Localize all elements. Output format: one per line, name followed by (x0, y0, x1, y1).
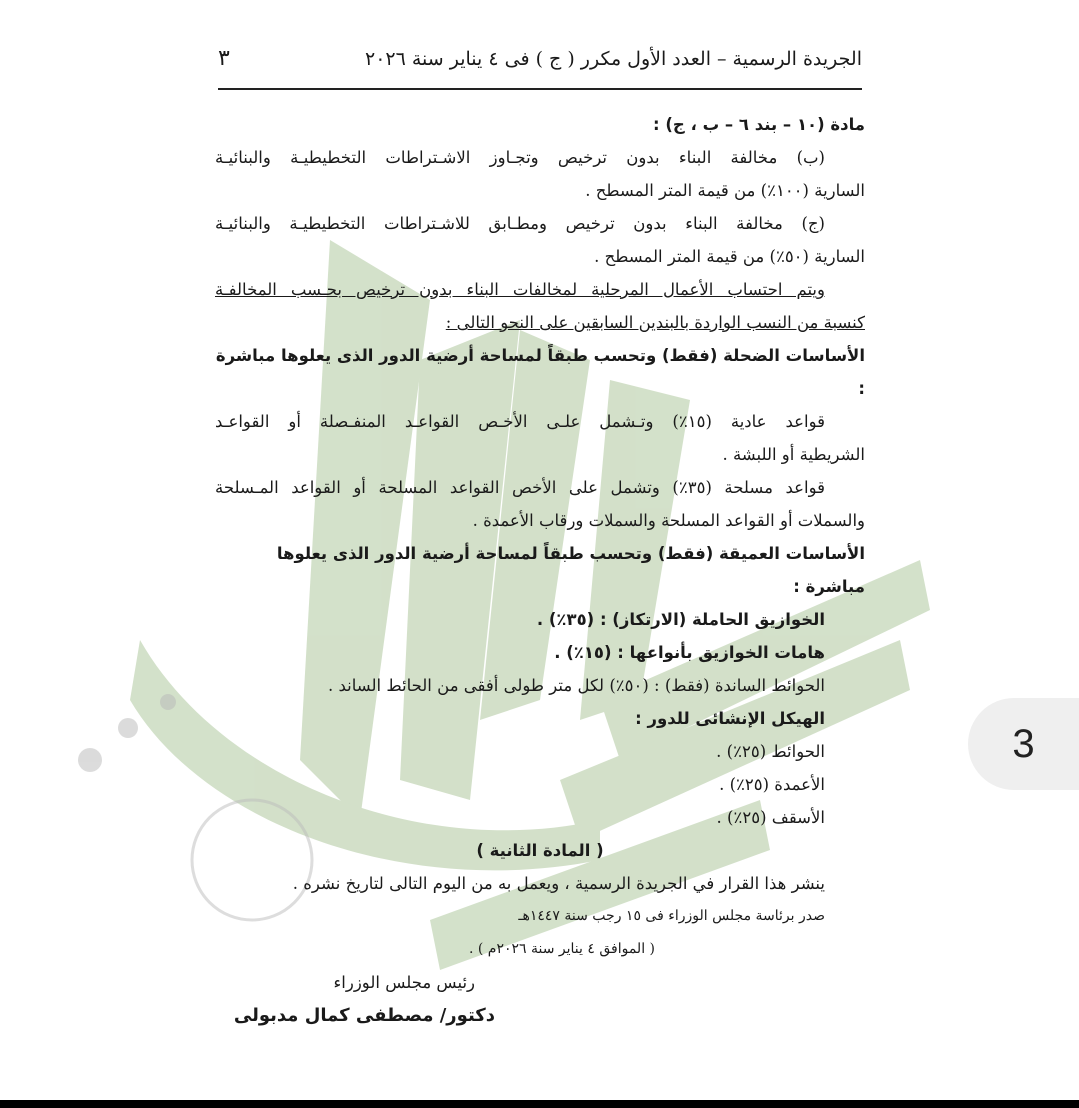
issued-line: صدر برئاسة مجلس الوزراء فى ١٥ رجب سنة ١٤٤٧هـ (518, 908, 825, 924)
article-two-heading: ( المادة الثانية ) (476, 841, 604, 860)
para-b-line1: (ب) مخالفة البناء بدون ترخيص وتجـاوز الاشـتراطات التخطيطيـة والبنائيـة (215, 148, 825, 167)
reinforced-footings-line2: والسملات أو القواعد المسلحة والسملات ورقاب الأعمدة . (472, 511, 865, 530)
shallow-foundations-heading: الأساسات الضحلة (فقط) وتحسب طبقاً لمساحة أرضية الدور الذى يعلوها مباشرة : (215, 346, 865, 398)
ordinary-footings-line1: قواعد عادية (١٥٪) وتـشمل علـى الأخـص القواعـد المنفـصلة أو القواعـد (215, 412, 826, 431)
structure-heading: الهيكل الإنشائى للدور : (635, 709, 825, 728)
underlined-line1: ويتم احتساب الأعمال المرحلية لمخالفات البناء بدون ترخيص بحـسب المخالفـة (215, 280, 825, 299)
ceilings-item: الأسقف (٢٥٪) . (716, 808, 825, 827)
page-number-badge: 3 (968, 698, 1079, 790)
publish-text: ينشر هذا القرار في الجريدة الرسمية ، ويعمل به من اليوم التالى لتاريخ نشره . (292, 874, 825, 893)
underlined-line2: كنسبة من النسب الواردة بالبندين السابقين على النحو التالى : (445, 313, 865, 332)
article-heading: مادة (١٠ – بند ٦ – ب ، ج) : (653, 115, 865, 134)
reinforced-footings-line1: قواعد مسلحة (٣٥٪) وتشمل على الأخص القواعد المسلحة أو القواعد المـسلحة (215, 478, 825, 497)
bottom-bar (0, 1100, 1079, 1108)
signature-title: رئيس مجلس الوزراء (333, 973, 475, 992)
gazette-title: الجريدة الرسمية – العدد الأول مكرر ( ج ) فى ٤ يناير سنة ٢٠٢٦ (365, 48, 862, 70)
document-body (215, 108, 865, 1032)
pile-caps: هامات الخوازيق بأنواعها : (١٥٪) . (554, 643, 825, 662)
walls-item: الحوائط (٢٥٪) . (716, 742, 825, 761)
ordinary-footings-line2: الشريطية أو اللبشة . (722, 445, 865, 464)
columns-item: الأعمدة (٢٥٪) . (719, 775, 825, 794)
bearing-piles: الخوازيق الحاملة (الارتكاز) : (٣٥٪) . (536, 610, 825, 629)
para-c-line1: (ج) مخالفة البناء بدون ترخيص ومطـابق للاشـتراطات التخطيطيـة والبنائيـة (215, 214, 825, 233)
header-rule (218, 88, 862, 90)
retaining-walls: الحوائط الساندة (فقط) : (٥٠٪) لكل متر طولى أفقى من الحائط الساند . (328, 676, 825, 695)
para-b-line2: السارية (١٠٠٪) من قيمة المتر المسطح . (585, 181, 865, 200)
page-header (218, 44, 862, 80)
corresponding-date: ( الموافق ٤ يناير سنة ٢٠٢٦م ) . (468, 941, 655, 957)
header-page-number: ٣ (218, 46, 230, 71)
deep-foundations-heading: الأساسات العميقة (فقط) وتحسب طبقاً لمساحة أرضية الدور الذى يعلوها مباشرة : (276, 544, 865, 596)
para-c-line2: السارية (٥٠٪) من قيمة المتر المسطح . (594, 247, 865, 266)
signature-name: دكتور/ مصطفى كمال مدبولى (233, 1005, 495, 1026)
